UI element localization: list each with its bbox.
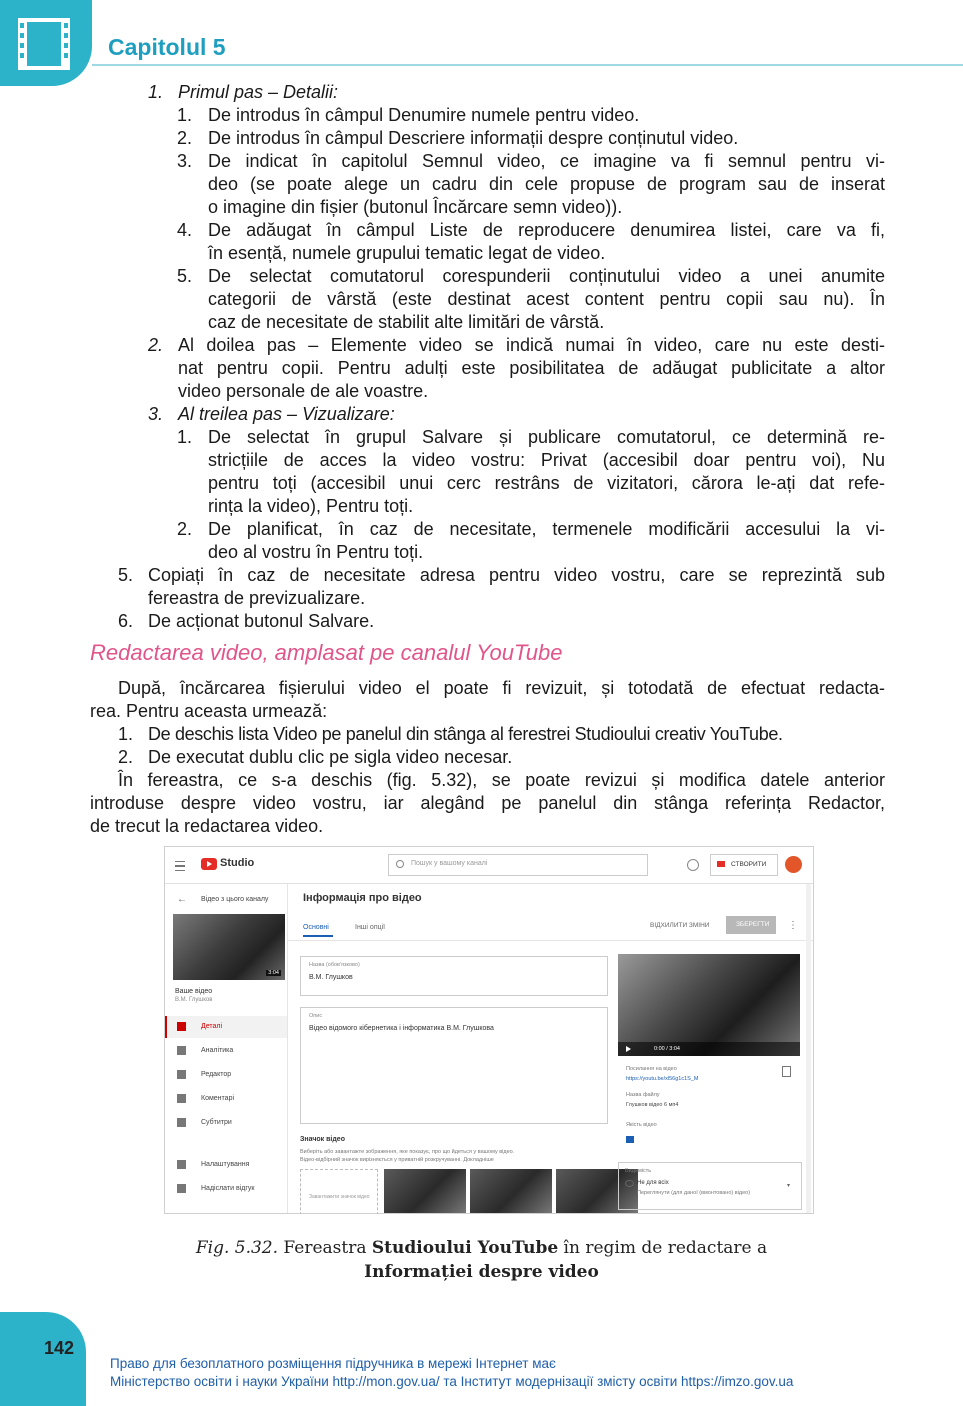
thumbnail-option[interactable] — [384, 1169, 466, 1213]
thumbnail-option[interactable] — [470, 1169, 552, 1213]
search-input[interactable] — [388, 854, 648, 876]
thumbnail-section-title: Значок відео — [300, 1136, 345, 1143]
visibility-label: Видимість — [625, 1168, 652, 1174]
list-item: De selectat comutatorul corespunderii conținutului video a unei anumite — [208, 266, 885, 286]
list-item: De acționat butonul Salvare. — [148, 611, 375, 631]
visibility-note: Переглянути (для даної (вмонтовано) відео) — [637, 1190, 751, 1196]
studio-screenshot — [164, 846, 814, 1214]
back-arrow-icon[interactable]: ← — [177, 894, 187, 905]
divider — [288, 940, 813, 941]
list-item: fereastra de previzualizare. — [148, 588, 366, 608]
video-author: В.М. Глушков — [175, 997, 213, 1003]
file-name-value: Глушков відео 6 мп4 — [626, 1102, 679, 1108]
camera-icon — [717, 861, 725, 867]
description-field-value: Відео відомого кібернетика і інформатика В.М. Глушкова — [309, 1025, 494, 1032]
save-label: ЗБЕРЕГТИ — [736, 921, 770, 928]
list-item: deo (se poate alege un cadru din cele propuse de program sau de inserat — [208, 174, 885, 194]
thumbnail-section-desc — [300, 1148, 514, 1164]
quality-label: Якість відео — [626, 1122, 657, 1128]
sidebar-item-label: Аналітика — [201, 1047, 234, 1054]
eye-icon — [625, 1180, 634, 1187]
create-button[interactable] — [710, 854, 778, 876]
thumbnail-desc-line: Відео-відбірний значок вирізняється у приватній розкручуванні. Докладніше — [300, 1157, 494, 1163]
chapter-title: Capitolul 5 — [108, 34, 226, 60]
youtube-logo-icon — [201, 858, 217, 870]
list-item: Copiați în caz de necesitate adresa pentru video vostru, care se reprezintă sub — [148, 565, 885, 585]
figure-number: Fig. 5.32. — [195, 1238, 279, 1258]
section-heading: Redactarea video, amplasat pe canalul YouTube — [90, 640, 563, 665]
footer-line: Право для безоплатного розміщення підручника в мережі Інтернет має — [110, 1356, 556, 1371]
pencil-icon — [177, 1022, 186, 1031]
tab-basic[interactable]: Основні — [303, 924, 329, 931]
list-item: rința la video), Pentru toți. — [208, 496, 414, 516]
sidebar-item-subtitles[interactable] — [165, 1112, 287, 1134]
sidebar-item-editor[interactable] — [165, 1064, 287, 1086]
file-name-label: Назва файлу — [626, 1092, 660, 1098]
play-icon[interactable] — [626, 1046, 631, 1052]
copy-icon[interactable] — [782, 1066, 791, 1077]
video-duration: 3:04 — [268, 970, 279, 976]
sidebar-item-settings[interactable] — [165, 1154, 287, 1176]
sidebar-item-label: Субтитри — [201, 1119, 232, 1126]
film-icon — [18, 18, 70, 70]
player-time: 0:00 / 3:04 — [654, 1046, 680, 1052]
list-item: De adăugat în câmpul Liste de reproducere denumirea listei, care va fi, — [208, 220, 885, 240]
list-number: 2. — [118, 747, 134, 767]
studio-sidebar — [165, 884, 288, 1213]
sidebar-item-feedback[interactable] — [165, 1178, 287, 1200]
thumbnail-desc-line: Виберіть або завантажте зображення, яке показує, про що йдеться у вашому відео. — [300, 1149, 515, 1155]
description-field-label: Опис — [309, 1013, 323, 1019]
video-thumbnail[interactable] — [173, 914, 285, 980]
list-item: categorii de vârstă (este destinat acest content pentru copii sau nu). În — [208, 289, 885, 309]
list-number: 1. — [148, 82, 164, 102]
list-item: De selectat în grupul Salvare și publicare comutatorul, ce determină re- — [208, 427, 885, 447]
page-number-tab — [0, 1312, 86, 1406]
studio-main — [288, 884, 813, 1213]
list-item: De indicat în capitolul Semnul video, ce imagine va fi semnul pentru vi- — [208, 151, 885, 171]
title-field-label: Назва (обов'язково) — [309, 962, 360, 968]
title-field-value: В.М. Глушков — [309, 974, 353, 981]
feedback-icon — [177, 1184, 186, 1193]
more-options-icon[interactable]: ⋮ — [788, 920, 798, 931]
chapter-tab — [0, 0, 92, 86]
description-field[interactable] — [300, 1007, 608, 1124]
chapter-rule — [92, 64, 963, 66]
list-item: video personale de ale voastre. — [178, 381, 429, 401]
list-item: stricțiile de acces la video vostru: Privat (accesibil doar pentru voi), Nu — [208, 450, 885, 470]
gear-icon — [177, 1160, 186, 1169]
list-item: De executat dublu clic pe sigla video necesar. — [148, 747, 513, 767]
title-field[interactable] — [300, 956, 608, 996]
search-placeholder: Пошук у вашому каналі — [411, 860, 488, 867]
scrollbar[interactable] — [806, 884, 811, 1213]
paragraph-line: introduse despre video vostru, iar alegând pe panelul din stânga referința Redactor, — [90, 793, 885, 813]
avatar[interactable] — [785, 856, 802, 873]
list-number: 2. — [177, 128, 193, 148]
list-number: 5. — [177, 266, 193, 286]
list-item: De deschis lista Video pe panelul din stânga al ferestrei Studioului creativ YouTube. — [148, 724, 783, 744]
sidebar-item-label: Деталі — [201, 1023, 223, 1030]
list-number: 1. — [177, 427, 193, 447]
hd-badge-icon — [626, 1136, 634, 1143]
paragraph-line: În fereastra, ce s-a deschis (fig. 5.32), se poate revizui și modifica datele anterior — [118, 770, 885, 790]
page-number: 142 — [44, 1338, 75, 1358]
search-icon — [396, 860, 404, 868]
create-label: СТВОРИТИ — [731, 861, 767, 868]
caption-bold: Studioului YouTube — [371, 1238, 559, 1258]
sidebar-item-label: Надіслати відгук — [201, 1185, 255, 1192]
caption-text: în regim de redactare a — [558, 1238, 768, 1258]
paragraph-line: După, încărcarea fișierului video el poate fi revizuit, și totodată de efectuat redacta- — [118, 678, 885, 698]
list-item: De introdus în câmpul Descriere informații despre conținutul video. — [208, 128, 739, 148]
studio-app-name: Studio — [220, 857, 255, 869]
list-number: 1. — [118, 724, 134, 744]
sidebar-item-label: Налаштування — [201, 1161, 250, 1168]
paragraph-line: de trecut la redactarea video. — [90, 816, 324, 836]
subtitles-icon — [177, 1118, 186, 1127]
back-label[interactable]: Відео з цього каналу — [201, 896, 269, 903]
save-button[interactable] — [726, 916, 776, 934]
sidebar-item-analytics[interactable] — [165, 1040, 287, 1062]
undo-changes-button[interactable]: ВІДХИЛИТИ ЗМІНИ — [650, 922, 710, 929]
list-number: 3. — [177, 151, 193, 171]
list-item: Al treilea pas – Vizualizare: — [178, 404, 395, 424]
sidebar-item-label: Редактор — [201, 1071, 232, 1078]
upload-thumbnail-button[interactable] — [300, 1169, 378, 1214]
visibility-value: Не для всіх — [637, 1180, 669, 1186]
list-number: 5. — [118, 565, 134, 585]
list-item: Al doilea pas – Elemente video se indică numai în video, care nu este desti- — [178, 335, 885, 355]
analytics-icon — [177, 1046, 186, 1055]
video-link[interactable]: https://youtu.be/xl56g1c1S_M — [626, 1076, 699, 1082]
figure-caption — [0, 1236, 963, 1260]
list-item: nat pentru copii. Pentru adulți este posibilitatea de adăugat publicitate a altor — [178, 358, 885, 378]
list-number: 2. — [148, 335, 164, 355]
visibility-select[interactable] — [618, 1162, 802, 1210]
list-item: pentru toți (accesibil unui cerc restrâns de vizitatori, cărora le-ați dat refe- — [208, 473, 885, 493]
sidebar-item-comments[interactable] — [165, 1088, 287, 1110]
video-preview[interactable] — [618, 954, 800, 1056]
list-item: Primul pas – Detalii: — [178, 82, 339, 102]
list-item: deo al vostru în Pentru toți. — [208, 542, 424, 562]
video-title: Ваше відео — [175, 988, 213, 995]
comments-icon — [177, 1094, 186, 1103]
list-number: 3. — [148, 404, 164, 424]
player-controls — [618, 1042, 800, 1056]
list-number: 6. — [118, 611, 134, 631]
caption-text: Fereastra — [278, 1238, 372, 1258]
list-item: o imagine din fișier (butonul Încărcare semn video)). — [208, 197, 623, 217]
list-number: 1. — [177, 105, 193, 125]
list-number: 4. — [177, 220, 193, 240]
footer-line: Міністерство освіти і науки України http://mon.gov.ua/ та Інститут модернізації змісту освіти https://imzo.gov.ua — [110, 1374, 794, 1389]
upload-thumbnail-label: Завантажити значок відео — [309, 1194, 370, 1200]
paragraph-line: rea. Pentru aceasta urmează: — [90, 701, 328, 721]
tab-more-options[interactable]: Інші опції — [355, 924, 386, 931]
menu-icon[interactable] — [175, 861, 185, 871]
list-number: 2. — [177, 519, 193, 539]
editor-icon — [177, 1070, 186, 1079]
figure-caption-line2: Informației despre video — [364, 1262, 599, 1282]
sidebar-item-label: Коментарі — [201, 1095, 235, 1102]
list-item: De introdus în câmpul Denumire numele pentru video. — [208, 105, 640, 125]
chevron-down-icon: ▾ — [787, 1183, 791, 1189]
video-link-label: Посилання на відео — [626, 1066, 677, 1072]
list-item: în esență, numele grupului tematic legat de video. — [208, 243, 606, 263]
help-icon[interactable] — [687, 859, 699, 871]
studio-topbar — [165, 847, 813, 884]
list-item: De planificat, în caz de necesitate, termenele modificării accesului la vi- — [208, 519, 885, 539]
list-item: caz de necesitate de stabilit alte limitări de vârstă. — [208, 312, 605, 332]
sidebar-item-details[interactable] — [165, 1016, 287, 1038]
page-title: Інформація про відео — [303, 892, 422, 904]
